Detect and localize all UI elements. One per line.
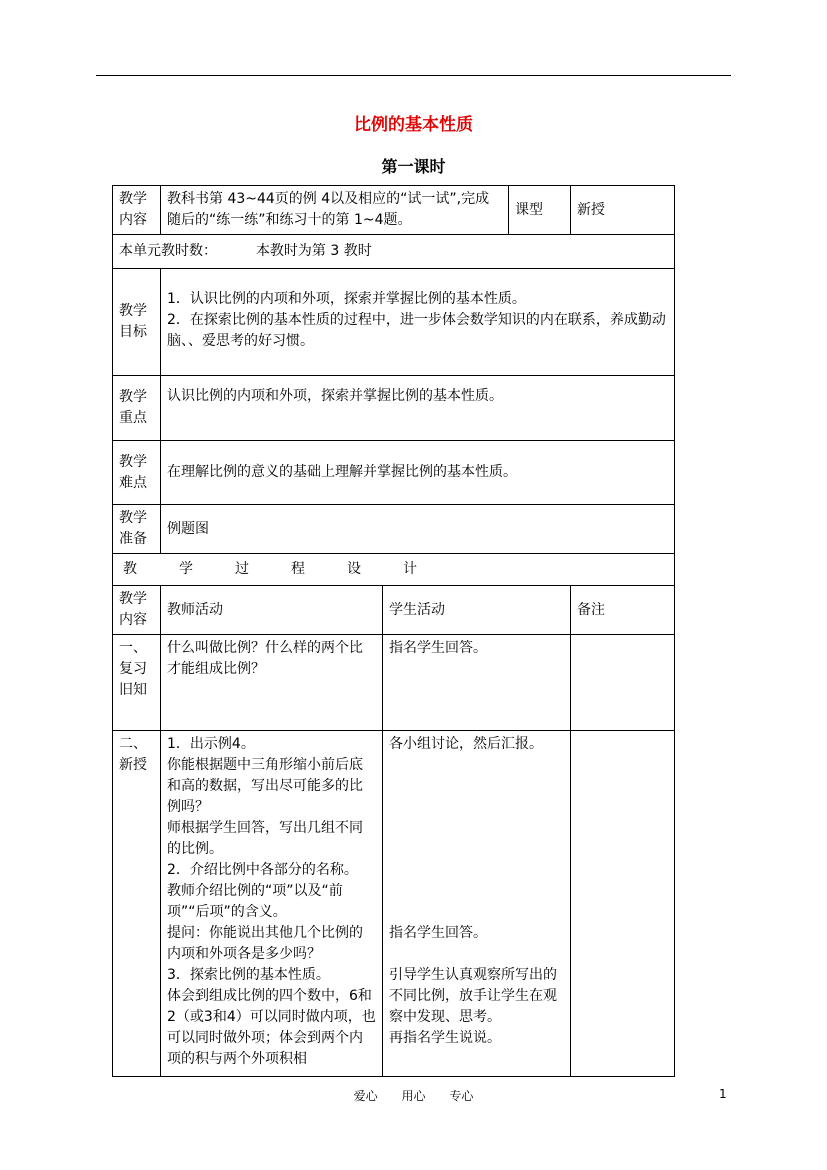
teacher-activity-line: 1．出示例4。 [167,736,255,752]
teacher-activity-line: 体会到组成比例的四个数中，6和2（或3和4）可以同时做内项，也可以同时做外项；体会到两个内项的积与两个外项积相 [167,988,376,1067]
page-number: 1 [719,1087,727,1101]
step-stage: 二、新授 [113,731,161,1077]
column-header-notes: 备注 [571,586,675,635]
student-activity-line: 指名学生回答。 [389,925,487,941]
goal-line: 2．在探索比例的基本性质的过程中，进一步体会数学知识的内在联系，养成勤动脑、、爱思考的好习惯。 [167,312,666,349]
step-row [113,731,675,1077]
process-header-char: 过 [235,561,249,577]
key-points-text: 认识比例的内项和外项，探索并掌握比例的基本性质。 [161,376,675,441]
step-notes [571,731,675,1077]
student-activity-line: 指名学生回答。 [389,640,487,656]
difficult-points-row [113,441,675,505]
hours-value: 本教时为第 3 教时 [255,243,372,259]
difficult-points-label: 教学难点 [113,441,161,505]
preparation-text: 例题图 [161,505,675,554]
page-subtitle: 第一课时 [381,157,446,176]
step-stage: 一、复习 旧知 [113,635,161,731]
columns-header-row [113,586,675,635]
step-notes [571,635,675,731]
student-activity-line: 各小组讨论，然后汇报。 [389,736,543,752]
footer-word: 专心 [449,1089,474,1103]
difficult-points-text: 在理解比例的意义的基础上理解并掌握比例的基本性质。 [161,441,675,505]
footer-word: 爱心 [353,1089,378,1103]
key-points-label: 教学重点 [113,376,161,441]
teacher-activity-line: 什么叫做比例？什么样的两个比才能组成比例？ [167,640,363,677]
process-header-row [113,554,675,586]
process-header-char: 程 [291,561,305,577]
preparation-label: 教学准备 [113,505,161,554]
teacher-activity-line: 提问：你能说出其他几个比例的内项和外项各是多少吗？ [167,925,363,962]
column-header-student: 学生活动 [383,586,571,635]
content-text: 教科书第 43~44页的例 4以及相应的“试一试”,完成随后的“练一练”和练习十的第 1~4题。 [161,186,509,235]
student-activity-line: 再指名学生说说。 [389,1030,501,1046]
preparation-row [113,505,675,554]
content-label: 教学内容 [113,186,161,235]
goals-row [113,269,675,376]
teacher-activity-line: 师根据学生回答，写出几组不同的比例。 [167,820,363,857]
goal-line: 1．认识比例的内项和外项，探索并掌握比例的基本性质。 [167,291,526,307]
teacher-activity-line: 教师介绍比例的“项”以及“前项”“后项”的含义。 [167,883,343,920]
goals-label: 教学目标 [113,269,161,376]
lesson-type-label: 课型 [509,186,571,235]
lesson-type-value: 新授 [571,186,675,235]
lesson-plan-table [112,185,675,1077]
header-rule [96,75,731,76]
process-header-char: 计 [403,561,417,577]
student-activity-line: 引导学生认真观察所写出的不同比例，放手让学生在观察中发现、思考。 [389,967,557,1025]
page-title: 比例的基本性质 [354,115,473,135]
process-header-char: 教 [123,561,137,577]
page-footer [0,1087,827,1104]
key-points-row [113,376,675,441]
teacher-activity-line: 3．探索比例的基本性质。 [167,967,330,983]
step-row [113,635,675,731]
column-header-teacher: 教师活动 [161,586,383,635]
hours-row [113,235,675,269]
process-header-char: 设 [347,561,361,577]
hours-label: 本单元教时数： [119,243,217,259]
teacher-activity-line: 你能根据题中三角形缩小前后底和高的数据，写出尽可能多的比例吗？ [167,757,363,815]
footer-word: 用心 [401,1089,426,1103]
content-row [113,186,675,235]
process-header-char: 学 [179,561,193,577]
teacher-activity-line: 2．介绍比例中各部分的名称。 [167,862,358,878]
column-header-content: 教学内容 [113,586,161,635]
